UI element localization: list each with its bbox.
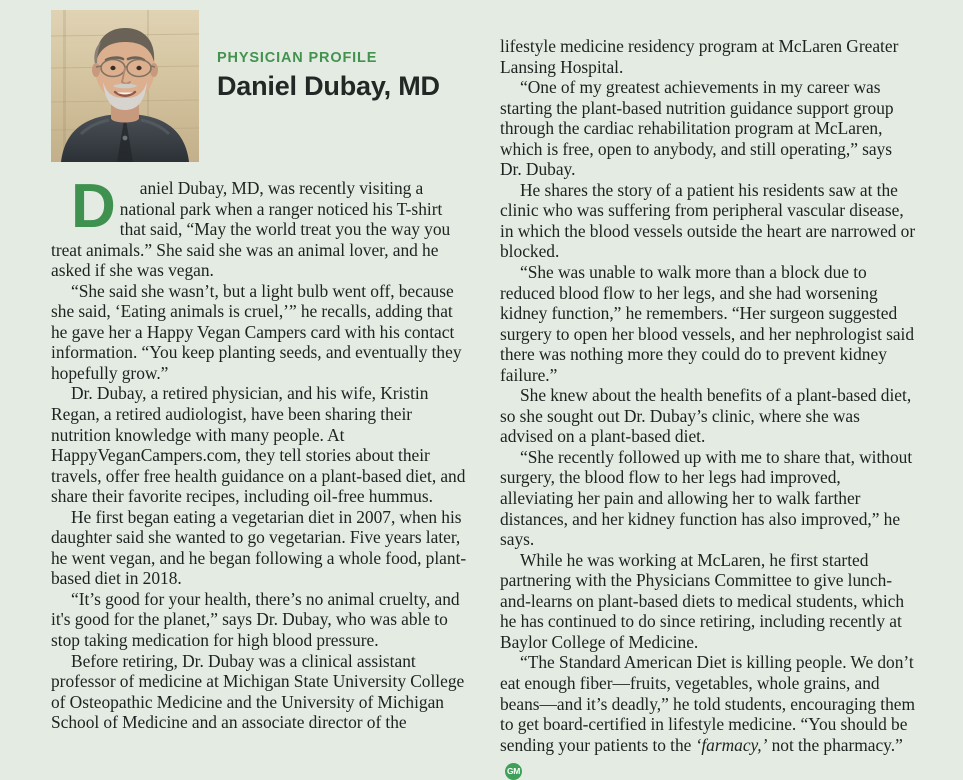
- paragraph: Dr. Dubay, a retired physician, and his wife, Kristin Regan, a retired audiologist, have been sharing their nutrition knowledge with many people. At HappyVeganCampers.com, they tell stories about their travels, offer free health guidance on a plant-based diet, and share their favorite recipes, including oil-free hummus.: [51, 383, 466, 507]
- paragraph: He first began eating a vegetarian diet in 2007, when his daughter said she wanted to go vegetarian. Five years later, he went vegan, and he began following a whole food, plant-based diet in 2018.: [51, 506, 467, 589]
- paragraph: While he was working at McLaren, he first started partnering with the Physicians Committee to give lunch-and-learns on plant-based diets to medical students, which he has continued to do since retiring, including recently at Baylor College of Medicine.: [500, 549, 905, 652]
- portrait-illustration: [51, 10, 199, 162]
- paragraph-text: aniel Dubay, MD, was recently visiting a national park when a ranger noticed his T-shirt that said, “May the world treat you the way you treat animals.” She said she was an animal lover, and he asked if she was vegan.: [51, 178, 451, 281]
- page-title: Daniel Dubay, MD: [217, 71, 440, 102]
- paragraph: “It’s good for your health, there’s no animal cruelty, and it's good for the planet,” says Dr. Dubay, who was able to stop taking medication for high blood pressure.: [51, 588, 460, 651]
- paragraph: “One of my greatest achievements in my career was starting the plant-based nutrition guidance support group through the cardiac rehabilitation program at McLaren, which is free, open to anybody, and still operating,” says Dr. Dubay.: [500, 77, 894, 180]
- left-column: [51, 172, 468, 733]
- paragraph: He shares the story of a patient his residents saw at the clinic who was suffering from peripheral vascular disease, in which the blood vessels outside the heart are narrowed or blocked.: [500, 179, 916, 262]
- paragraph: Before retiring, Dr. Dubay was a clinical assistant professor of medicine at Michigan State University College of Osteopathic Medicine and the University of Michigan School of Medicine and an associate director of the: [51, 650, 465, 733]
- right-column: [500, 36, 917, 780]
- section-kicker: PHYSICIAN PROFILE: [217, 50, 378, 66]
- paragraph-continuation: lifestyle medicine residency program at McLaren Greater Lansing Hospital.: [500, 36, 899, 77]
- paragraph: “She said she wasn’t, but a light bulb went off, because she said, ‘Eating animals is cruel,’” he recalls, adding that he gave her a Happy Vegan Campers card with his contact information. “You keep planting seeds, and eventually they hopefully grow.”: [51, 280, 462, 383]
- end-mark-logo-icon: GM: [505, 763, 522, 780]
- paragraph: “She was unable to walk more than a block due to reduced blood flow to her legs, and she had worsening kidney function,” he remembers. “Her surgeon suggested surgery to open her blood vessels, and her nephrologist said there was nothing more they could do to prevent kidney failure.”: [500, 262, 915, 385]
- portrait-photo: [51, 10, 199, 162]
- italic-emphasis-farmacy: ‘farmacy,’: [695, 734, 768, 755]
- paragraph-lead: [51, 172, 468, 281]
- paragraph: “She recently followed up with me to share that, without surgery, the blood flow to her legs had improved, alleviating her pain and allowing her to walk farther distances, and her kidney function has also improved,” he says.: [500, 446, 913, 550]
- final-text-before-italic: “The Standard American Diet is killing people. We don’t eat enough fiber—fruits, vegetables, whole grains, and beans—and it’s deadly,” he told students, encouraging them to get board-certified in lifestyle medicine. “You should be sending your patients to the: [500, 652, 915, 755]
- paragraph: She knew about the health benefits of a plant-based diet, so she sought out Dr. Dubay’s clinic, where she was advised on a plant-based diet.: [500, 385, 912, 447]
- final-text-after-italic: not the pharmacy.”: [767, 734, 903, 755]
- paragraph-final: [500, 652, 917, 780]
- drop-cap: D: [71, 172, 116, 241]
